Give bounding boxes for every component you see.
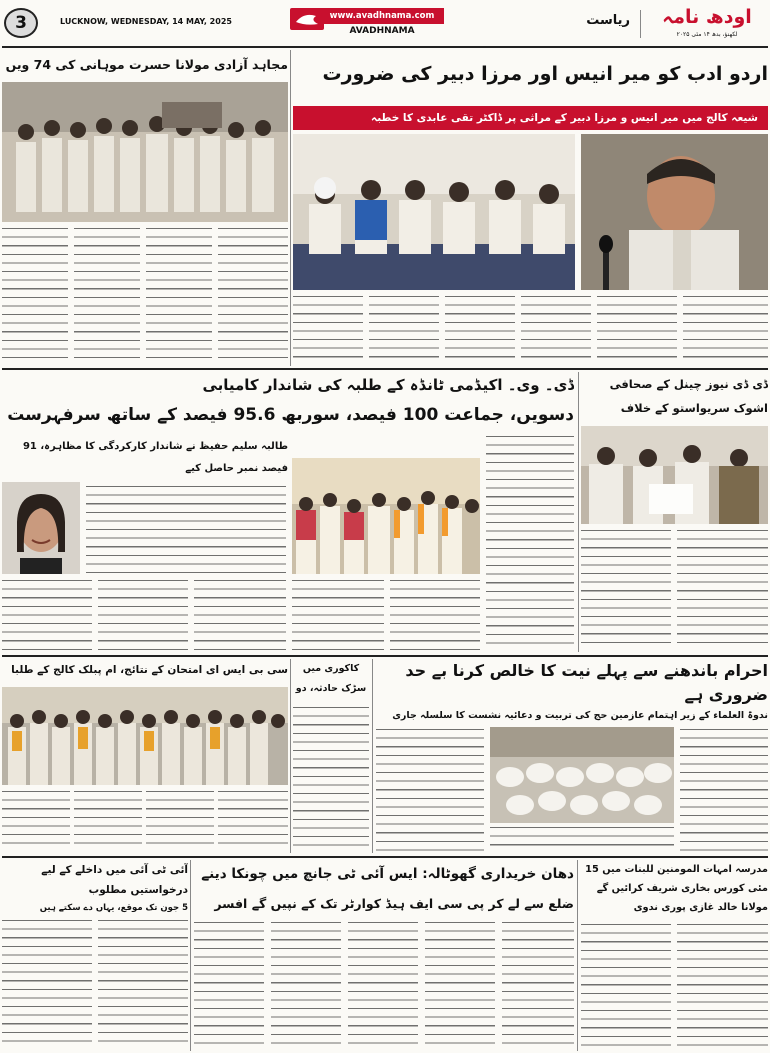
logo-emblem-icon	[290, 8, 324, 30]
body-text-col-2	[486, 436, 574, 650]
masthead-divider	[640, 10, 641, 38]
story-urdu-adab	[293, 50, 768, 366]
column-divider	[190, 860, 191, 1051]
masthead-rule	[2, 46, 768, 48]
dateline: LUCKNOW, WEDNESDAY, 14 MAY, 2025	[60, 17, 232, 26]
column-divider	[290, 50, 291, 366]
column-divider	[290, 659, 291, 853]
body-text-col-3	[490, 827, 674, 851]
headline: سی بی ایس ای امتحان کے نتائج، ام پبلک کالج کے طلبا	[11, 664, 288, 676]
body-text-col-2	[74, 791, 142, 851]
subhead: ضلع سے لے کر پی سی ایف ہیڈ کوارٹر تک کے نپیں گے افسر	[214, 896, 574, 911]
headline: دھان خریداری گھوٹالہ: ایس آئی ٹی جانچ میں چونکا دینے	[201, 866, 574, 882]
page-number: 3	[15, 13, 27, 33]
cbse-students-photo	[2, 687, 288, 785]
body-text-col-2	[74, 228, 140, 364]
headline: دسویں، جماعت 100 فیصد، سوربھ 95.6 فیصد کے ساتھ سرفہرست	[7, 405, 574, 425]
body-text-col-2	[677, 924, 768, 1049]
subhead-banner: شیعہ کالج میں میر انیس و مرزا دبیر کے مراثی پر ڈاکٹر تقی عابدی کا خطبہ	[293, 106, 768, 130]
section-name: ریاست	[586, 13, 630, 28]
body-text-col-1	[293, 296, 363, 364]
column-divider	[577, 860, 578, 1051]
body-text-col-2	[271, 922, 341, 1049]
headline: کاکوری میں سڑک حادثہ، دو	[295, 663, 367, 694]
headline: ڈی ڈی نیوز چینل کے صحافی اشوک سریواستو کے خلاف	[609, 377, 768, 415]
headline: آئی ٹی آئی میں داخلے کے لیے درخواستیں مطلوب	[41, 864, 188, 896]
website-banner: www.avadhnama.com	[320, 8, 444, 24]
section-rule-1	[2, 368, 768, 370]
body-text-col-3	[445, 296, 515, 364]
story-iti	[2, 860, 188, 1051]
body-text-col-3	[2, 580, 92, 650]
body-text-col-1	[293, 707, 369, 851]
body-text-col-4	[521, 296, 591, 364]
body-text-col-2	[369, 296, 439, 364]
masthead	[0, 0, 770, 46]
body-text-col-6	[292, 580, 384, 650]
body-text-col-2	[98, 920, 188, 1049]
students-group-photo	[292, 458, 480, 574]
memo-photo	[581, 426, 768, 524]
paper-name-en: AVADHNAMA	[349, 26, 415, 36]
body-text-col-1	[581, 924, 671, 1049]
column-divider	[578, 372, 579, 652]
body-text-col-3	[146, 228, 212, 364]
paper-name-ur: اودھ نامہ	[662, 6, 752, 28]
student-portrait	[2, 482, 80, 574]
body-text-col-1	[2, 791, 70, 851]
section-rule-2	[2, 655, 768, 657]
body-text-col-1	[581, 530, 671, 650]
headline: مدرسہ امہات المومنین للبنات میں 15 مئی کورس بخاری شریف کرائیں گے مولانا خالد غازی پوری ندوی	[585, 864, 768, 913]
body-text-col-1	[86, 486, 286, 574]
story-hasrat	[2, 50, 288, 366]
story-ihram	[376, 659, 768, 853]
body-text-col-3	[348, 922, 418, 1049]
body-text-col-3	[146, 791, 214, 851]
section-rule-3	[2, 856, 768, 858]
story-dd-news	[581, 372, 768, 652]
event-photo	[293, 134, 575, 290]
body-text-col-1	[376, 729, 484, 851]
column-divider	[372, 659, 373, 853]
page-number-badge	[4, 8, 38, 38]
story-madrasa	[581, 860, 768, 1051]
body-text-col-4	[218, 791, 288, 851]
headline: مجاہد آزادی مولانا حسرت موہانی کی 74 ویں	[5, 57, 288, 72]
story-cbse	[2, 659, 288, 853]
subhead: طالبہ سلیم حفیظ نے شاندار کارکردگی کا مظاہرہ، 91 فیصد نمبر حاصل کیے	[22, 441, 288, 474]
story-paddy	[194, 860, 574, 1051]
body-text-col-1	[2, 920, 92, 1049]
speaker-photo	[581, 134, 768, 290]
body-text-col-1	[2, 228, 68, 364]
story-dv-academy	[2, 372, 574, 652]
body-text-col-4	[98, 580, 188, 650]
body-text-col-4	[218, 228, 288, 364]
hajj-training-photo	[490, 727, 674, 823]
subhead: 5 جون تک موقع، یہاں دے سکتے ہیں	[39, 903, 188, 913]
subhead: ندوۃ العلماء کے زیر اہتمام عازمین حج کی تربیت و دعائیہ نشست کا سلسلہ جاری	[392, 710, 768, 721]
body-text-col-5	[597, 296, 677, 364]
body-text-col-2	[680, 729, 768, 851]
headline: اردو ادب کو میر انیس اور مرزا دبیر کی ضرورت	[322, 63, 768, 85]
story-accident	[293, 659, 369, 853]
body-text-col-4	[425, 922, 495, 1049]
body-text-col-5	[502, 922, 574, 1049]
body-text-col-5	[194, 580, 286, 650]
ur-dateline: لکھنؤ، بدھ ۱۴ مئی ۲۰۲۵	[676, 31, 738, 38]
body-text-col-7	[390, 580, 480, 650]
body-text-col-1	[194, 922, 264, 1049]
headline: احرام باندھنے سے پہلے نیت کا خالص کرنا بے حد ضروری ہے	[405, 661, 768, 704]
body-text-col-2	[677, 530, 768, 650]
group-photo	[2, 82, 288, 222]
kicker: ڈی۔ وی۔ اکیڈمی ٹانڈہ کے طلبہ کی شاندار کامیابی	[202, 376, 574, 394]
body-text-col-6	[683, 296, 768, 364]
brand-logo	[290, 4, 450, 42]
